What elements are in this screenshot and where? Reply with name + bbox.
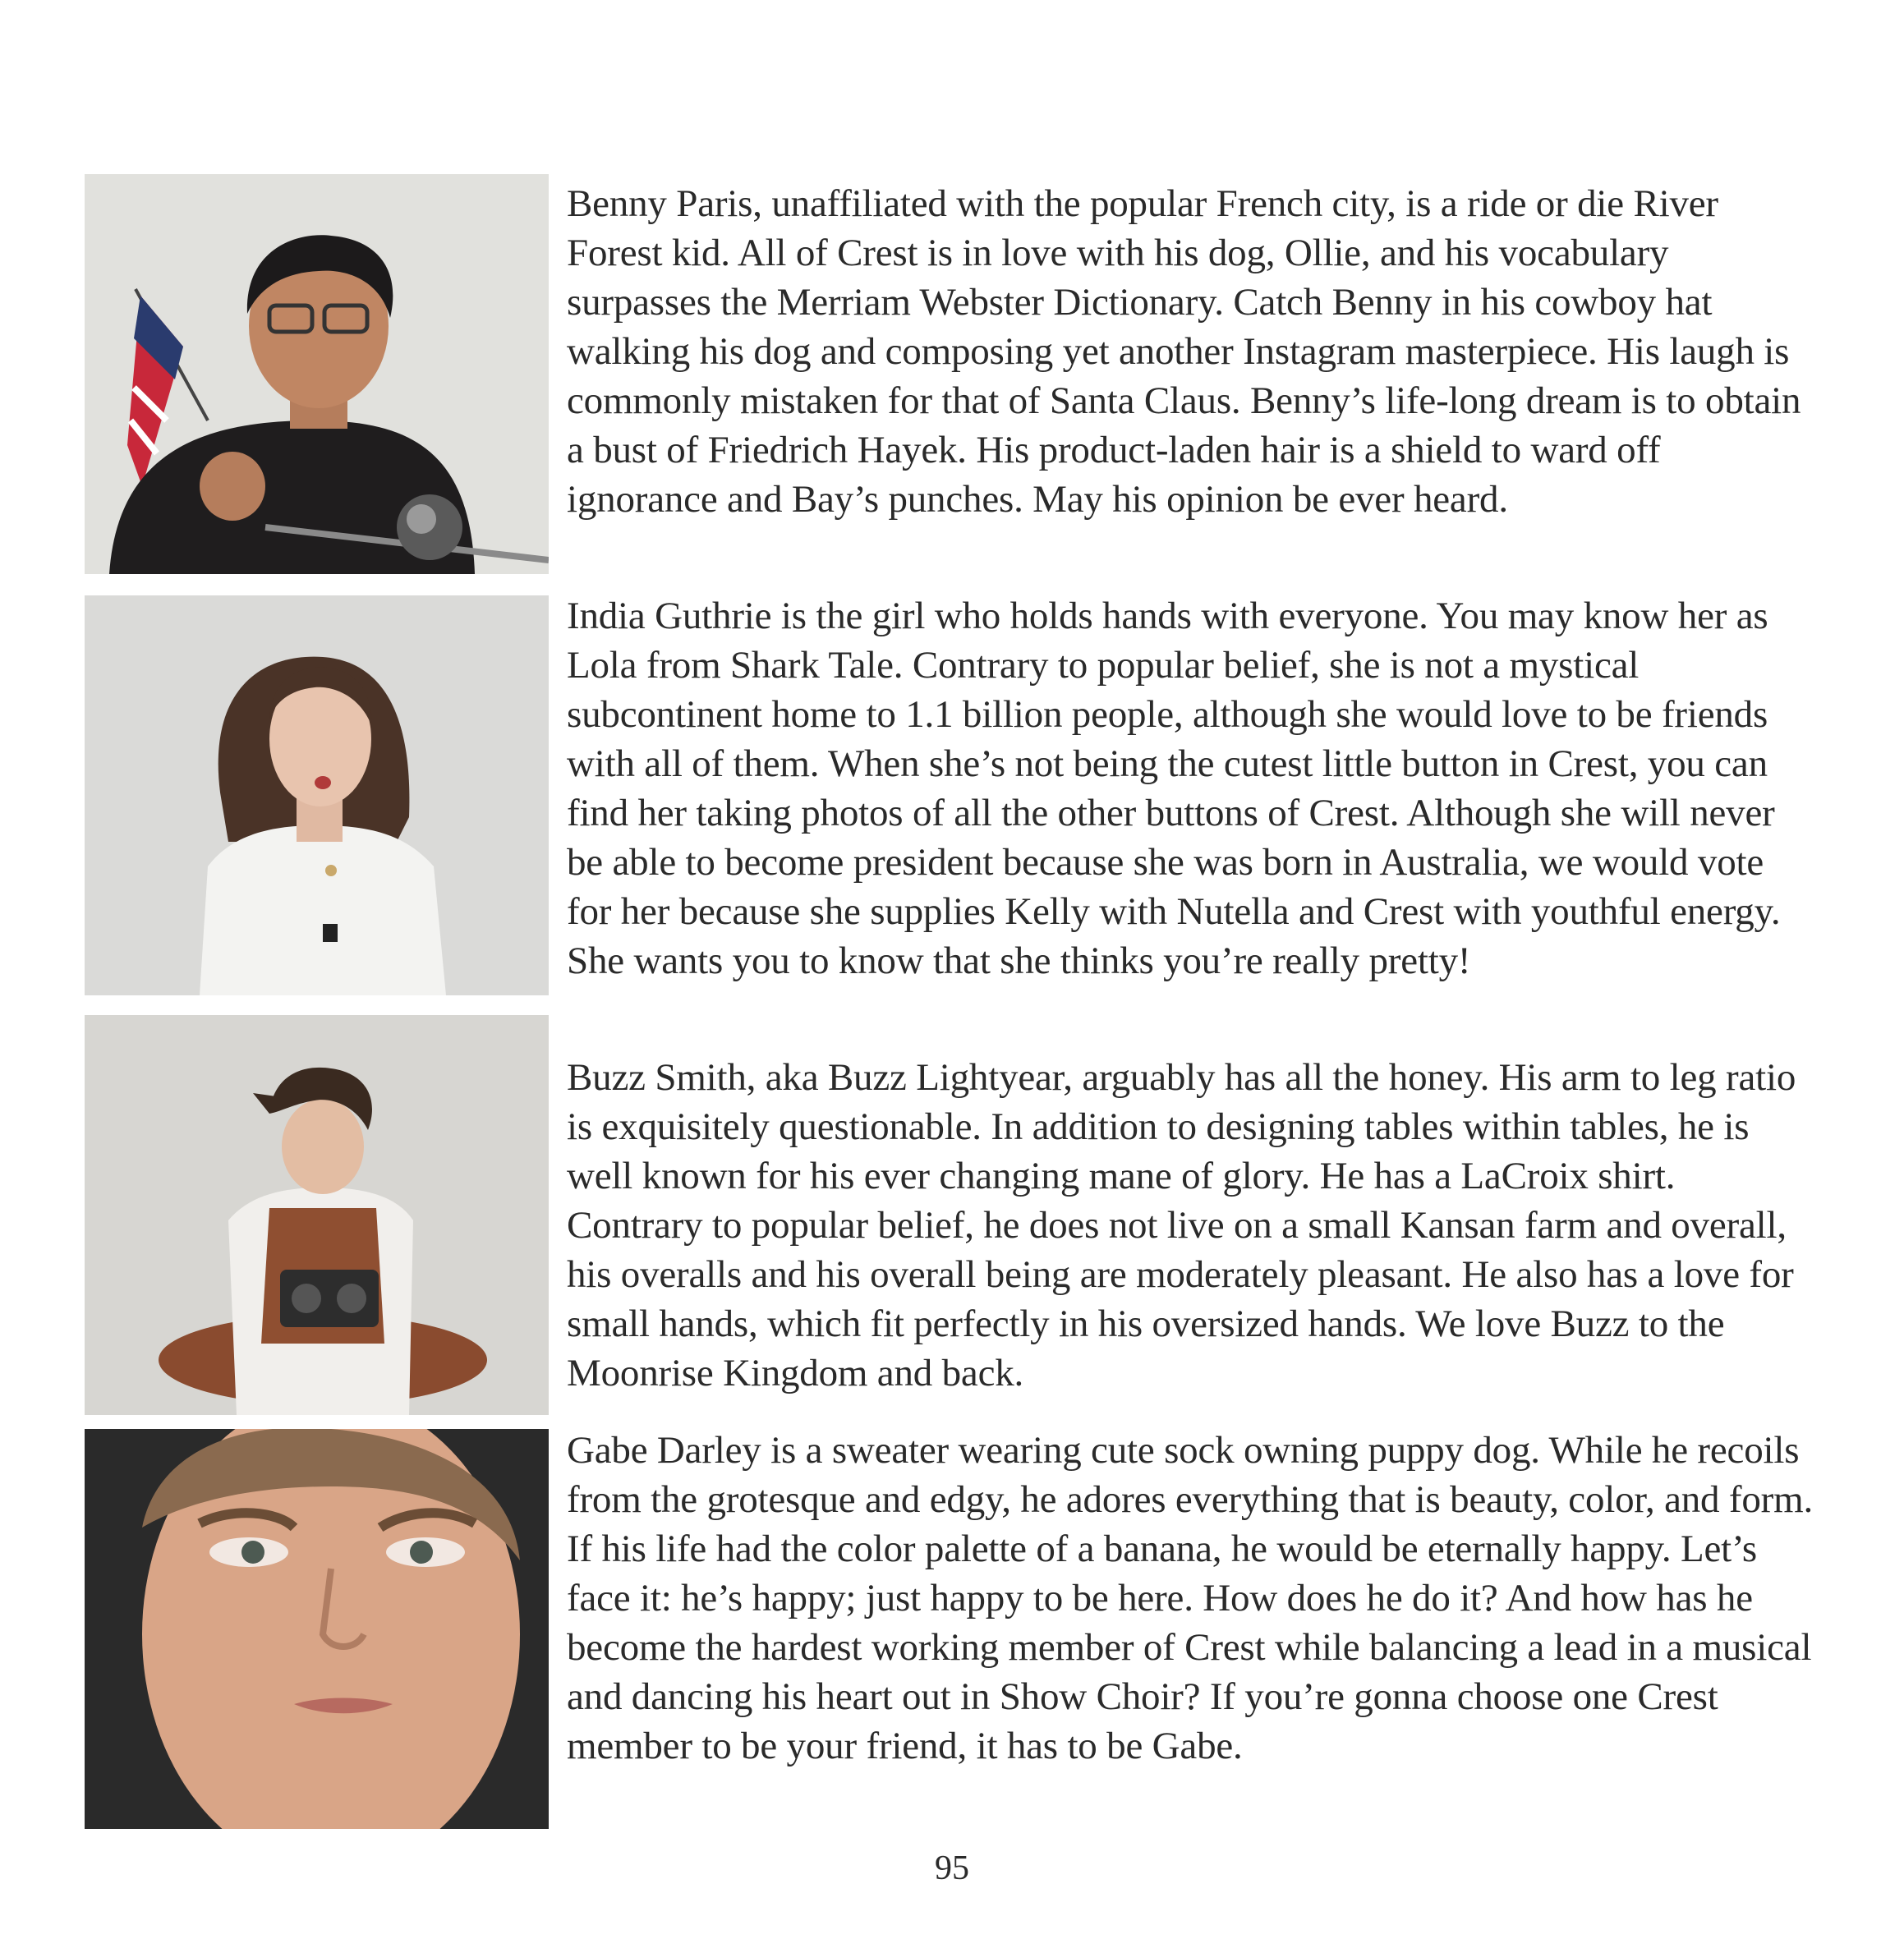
portrait-photo-gabe (85, 1429, 549, 1829)
portrait-photo-benny (85, 174, 549, 574)
page-number: 95 (935, 1849, 969, 1887)
bio-text-gabe: Gabe Darley is a sweater wearing cute sock owning puppy dog. While he recoils from the grotesque and edgy, he adores everything that is beauty, color, and form. If his life had the color palette of a banana, he would be eternally happy. Let’s face it: he’s happy; just happy to be here. How does he do it? And how has he become the hardest working member of Crest while balancing a lead in a musical and dancing his heart out in Show Choir? If you’re gonna choose one Crest member to be your friend, it has to be Gabe. (567, 1429, 1813, 1767)
portrait-photo-buzz (85, 1015, 549, 1415)
bio-text-buzz: Buzz Smith, aka Buzz Lightyear, arguably has all the honey. His arm to leg ratio is exquisitely questionable. In addition to designing tables within tables, he is well known for his ever changing mane of glory. He has a LaCroix shirt. Contrary to popular belief, he does not live on a small Kansan farm and overall, his overalls and his overall being are moderately pleasant. He also has a love for small hands, which fit perfectly in his oversized hands. We love Buzz to the Moonrise Kingdom and back. (567, 1056, 1796, 1394)
portrait-photo-india (85, 595, 549, 995)
bio-text-benny: Benny Paris, unaffiliated with the popular French city, is a ride or die River Forest kid. All of Crest is in love with his dog, Ollie, and his vocabulary surpasses the Merriam Webster Dictionary. Catch Benny in his cowboy hat walking his dog and composing yet another Instagram masterpiece. His laugh is commonly mistaken for that of Santa Claus. Benny’s life-long dream is to obtain a bust of Friedrich Hayek. His product-laden hair is a shield to ward off ignorance and Bay’s punches. May his opinion be ever heard. (567, 182, 1801, 521)
bio-text-india: India Guthrie is the girl who holds hands with everyone. You may know her as Lola from Shark Tale. Contrary to popular belief, she is not a mystical subcontinent home to 1.1 billion people, although she would love to be friends with all of them. When she’s not being the cutest little button in Crest, you can find her taking photos of all the other buttons of Crest. Although she will never be able to become president because she was born in Australia, we would vote for her because she supplies Kelly with Nutella and Crest with youthful energy. She wants you to know that she thinks you’re really pretty! (567, 595, 1781, 982)
